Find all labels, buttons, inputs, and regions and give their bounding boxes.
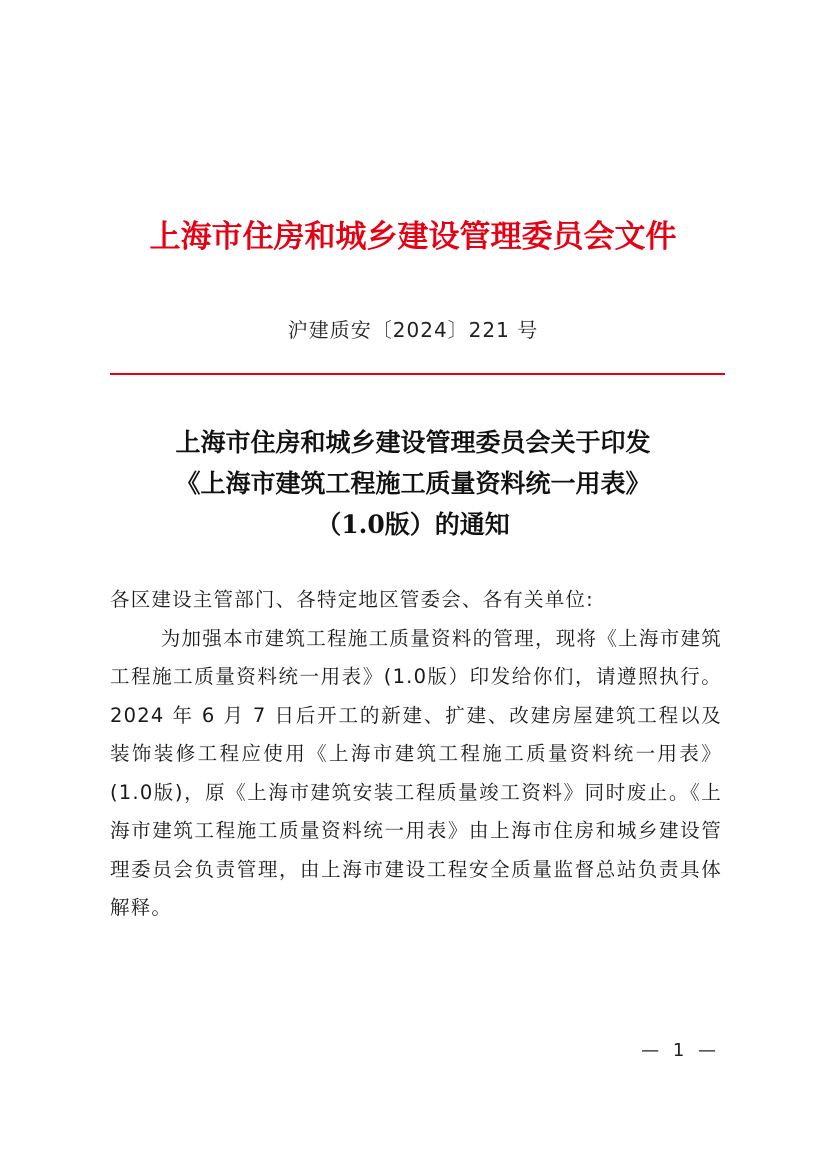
red-separator-line xyxy=(110,373,725,375)
document-number: 沪建质安〔2024〕221 号 xyxy=(287,318,539,342)
document-title-line: （1.0版）的通知 xyxy=(316,510,510,539)
document-body xyxy=(110,581,722,928)
page-number: — 1 — xyxy=(641,1040,720,1061)
document-title-line: 《上海市建筑工程施工质量资料统一用表》 xyxy=(175,469,651,498)
salutation: 各区建设主管部门、各特定地区管委会、各有关单位: xyxy=(110,588,594,611)
body-paragraph: 为加强本市建筑工程施工质量资料的管理，现将《上海市建筑工程施工质量资料统一用表》(1.0版）印发给你们，请遵照执行。2024 年 6 月 7 日后开工的新建、扩建、改建房屋建筑工程以及装饰装修工程应使用《上海市建筑工程施工质量资料统一用表》(1.0版)，原《上海市建筑安装工程质量竣工资料》同时废止。《上海市建筑工程施工质量资料统一用表》由上海市住房和城乡建设管理委员会负责管理，由上海市建设工程安全质量监督总站负责具体解释。 xyxy=(110,626,722,919)
document-title xyxy=(0,422,826,545)
issuing-authority-header: 上海市住房和城乡建设管理委员会文件 xyxy=(149,219,677,255)
document-title-line: 上海市住房和城乡建设管理委员会关于印发 xyxy=(175,428,651,457)
